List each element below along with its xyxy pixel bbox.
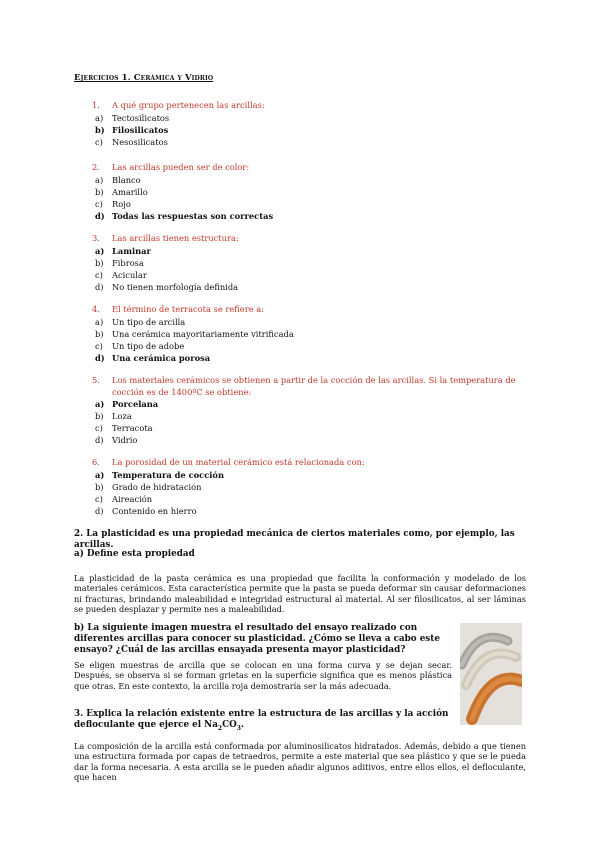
section-2a-heading: a) Define esta propiedad bbox=[74, 549, 195, 559]
option bbox=[92, 410, 532, 422]
option-letter: d) bbox=[95, 505, 104, 516]
option-text: Blanco bbox=[112, 174, 141, 185]
option-text: Grado de hidratación bbox=[112, 481, 202, 492]
option bbox=[92, 136, 532, 148]
option-letter: b) bbox=[95, 411, 104, 421]
option-letter: a) bbox=[95, 399, 105, 409]
option-correct bbox=[92, 245, 532, 257]
option-text: Terracota bbox=[112, 423, 153, 433]
option bbox=[92, 281, 532, 293]
question-text: Las arcillas pueden ser de color: bbox=[112, 162, 250, 172]
option-letter: a) bbox=[95, 316, 104, 327]
question-1 bbox=[92, 100, 532, 148]
option bbox=[92, 257, 532, 269]
option bbox=[92, 493, 532, 505]
option-text: Porcelana bbox=[112, 399, 159, 409]
section-2b-answer: Se eligen muestras de arcilla que se colocan en una forma curva y se dejan secar. Después, se observa si se forman grietas en la superficie significa que es menos plástica que otras. En este contexto, la arcilla roja demostraría ser la más adecuada. bbox=[74, 660, 452, 691]
option bbox=[92, 328, 532, 340]
question-number: 1. bbox=[92, 100, 100, 110]
question-text: La porosidad de un material cerámico está relacionada con: bbox=[112, 457, 365, 467]
option-letter: b) bbox=[95, 124, 105, 135]
option-letter: d) bbox=[95, 210, 105, 221]
section-3-heading-text: 3. Explica la relación existente entre la estructura de las arcillas y la acción defloculante que ejerce el Na bbox=[74, 709, 449, 730]
option-text: Aireación bbox=[112, 493, 153, 504]
option-letter: c) bbox=[95, 340, 103, 351]
question-5 bbox=[92, 375, 532, 446]
option-text: Todas las respuestas son correctas bbox=[112, 210, 274, 221]
section-2a-answer: La plasticidad de la pasta cerámica es una propiedad que facilita la conformación y modelado de los materiales cerámicos. Esta característica permite que la pasta se pueda deformar sin causar deformaciones ni fracturas, brindando maleabilidad e integridad estructural al material. Al ser filosilicatos, al ser láminas se pueden desplazar y permite nes a maleabilidad. bbox=[74, 573, 526, 614]
formula-end: . bbox=[240, 720, 245, 730]
subscript: 2 bbox=[217, 724, 223, 732]
option-text: Una cerámica mayoritariamente vitrificada bbox=[112, 328, 294, 339]
option bbox=[92, 340, 532, 352]
option bbox=[92, 505, 532, 517]
option bbox=[92, 422, 532, 434]
option-text: Amarillo bbox=[112, 186, 148, 197]
option-text: Temperatura de cocción bbox=[112, 469, 224, 480]
option-text: Contenido en hierro bbox=[112, 505, 197, 516]
option-letter: c) bbox=[95, 136, 103, 147]
section-2b-heading: b) La siguiente imagen muestra el resultado del ensayo realizado con diferentes arcillas para conocer su plasticidad. ¿Cómo se lleva a cabo este ensayo? ¿Cuál de las arcillas ensayada presenta mayor plasticidad? bbox=[74, 623, 440, 655]
question-2 bbox=[92, 162, 532, 222]
option-letter: b) bbox=[95, 328, 104, 339]
question-number: 3. bbox=[92, 233, 100, 243]
question-3 bbox=[92, 233, 532, 293]
option-correct bbox=[92, 210, 532, 222]
option bbox=[92, 198, 532, 210]
option-letter: b) bbox=[95, 257, 104, 268]
option-letter: c) bbox=[95, 493, 103, 504]
option-letter: c) bbox=[95, 198, 103, 209]
option-correct bbox=[92, 352, 532, 364]
option-letter: b) bbox=[95, 481, 104, 492]
section-3-heading bbox=[74, 709, 452, 734]
option-letter: b) bbox=[95, 186, 104, 197]
option-correct bbox=[92, 398, 532, 410]
option-text: Una cerámica porosa bbox=[112, 352, 211, 363]
question-6 bbox=[92, 457, 532, 517]
option-letter: c) bbox=[95, 269, 103, 280]
question-text: El término de terracota se refiere a: bbox=[112, 304, 264, 314]
option-text: Loza bbox=[112, 411, 132, 421]
option-letter: a) bbox=[95, 245, 105, 256]
formula-part: CO bbox=[222, 720, 237, 730]
option-text: Nesosilicatos bbox=[112, 136, 168, 147]
clay-samples-photo bbox=[460, 623, 522, 725]
option bbox=[92, 186, 532, 198]
question-text: A qué grupo pertenecen las arcillas: bbox=[112, 100, 265, 110]
option-text: Laminar bbox=[112, 245, 151, 256]
option-letter: a) bbox=[95, 112, 104, 123]
section-3-answer: La composición de la arcilla está conformada por aluminosilicatos hidratados. Además, debido a que tienen una estructura formada por capas de tetraedros, permite a este material que sea plástico y que se le pueda dar la forma necesaria. A esta arcilla se le pueden añadir algunos aditivos, entre ellos ellos, el defloculante, que hacen bbox=[74, 741, 526, 782]
question-text: Las arcillas tienen estructura: bbox=[112, 233, 239, 243]
option-correct bbox=[92, 469, 532, 481]
option-correct bbox=[92, 124, 532, 136]
option-text: Un tipo de adobe bbox=[112, 340, 185, 351]
option-text: Vidrio bbox=[112, 435, 138, 445]
subscript: 3 bbox=[236, 724, 241, 732]
page-title: Ejercicios 1. Cerámica y Vidrio bbox=[74, 73, 214, 83]
option bbox=[92, 481, 532, 493]
option-text: Rojo bbox=[112, 198, 131, 209]
option-text: No tienen morfología definida bbox=[112, 281, 239, 292]
option-text: Un tipo de arcilla bbox=[112, 316, 186, 327]
option-letter: a) bbox=[95, 469, 105, 480]
question-4 bbox=[92, 304, 532, 364]
question-number: 5. bbox=[92, 375, 100, 385]
option-letter: a) bbox=[95, 174, 104, 185]
option-text: Acicular bbox=[112, 269, 147, 280]
question-text: Los materiales cerámicos se obtienen a partir de la cocción de las arcillas. Si la temperatura de cocción es de 1400ºC se obtiene: bbox=[112, 375, 516, 397]
question-number: 6. bbox=[92, 457, 100, 467]
option-letter: d) bbox=[95, 352, 105, 363]
option-text: Fibrosa bbox=[112, 257, 144, 268]
option-letter: d) bbox=[95, 435, 104, 445]
option-text: Filosilicatos bbox=[112, 124, 169, 135]
option bbox=[92, 174, 532, 186]
option bbox=[92, 112, 532, 124]
option bbox=[92, 434, 532, 446]
option-letter: d) bbox=[95, 281, 104, 292]
clay-arches-image bbox=[460, 623, 522, 725]
option-letter: c) bbox=[95, 423, 103, 433]
option bbox=[92, 316, 532, 328]
question-number: 4. bbox=[92, 304, 100, 314]
option-text: Tectosilicatos bbox=[112, 112, 170, 123]
option bbox=[92, 269, 532, 281]
question-number: 2. bbox=[92, 162, 100, 172]
section-2-heading: 2. La plasticidad es una propiedad mecánica de ciertos materiales como, por ejemplo, las arcillas. bbox=[74, 529, 515, 550]
